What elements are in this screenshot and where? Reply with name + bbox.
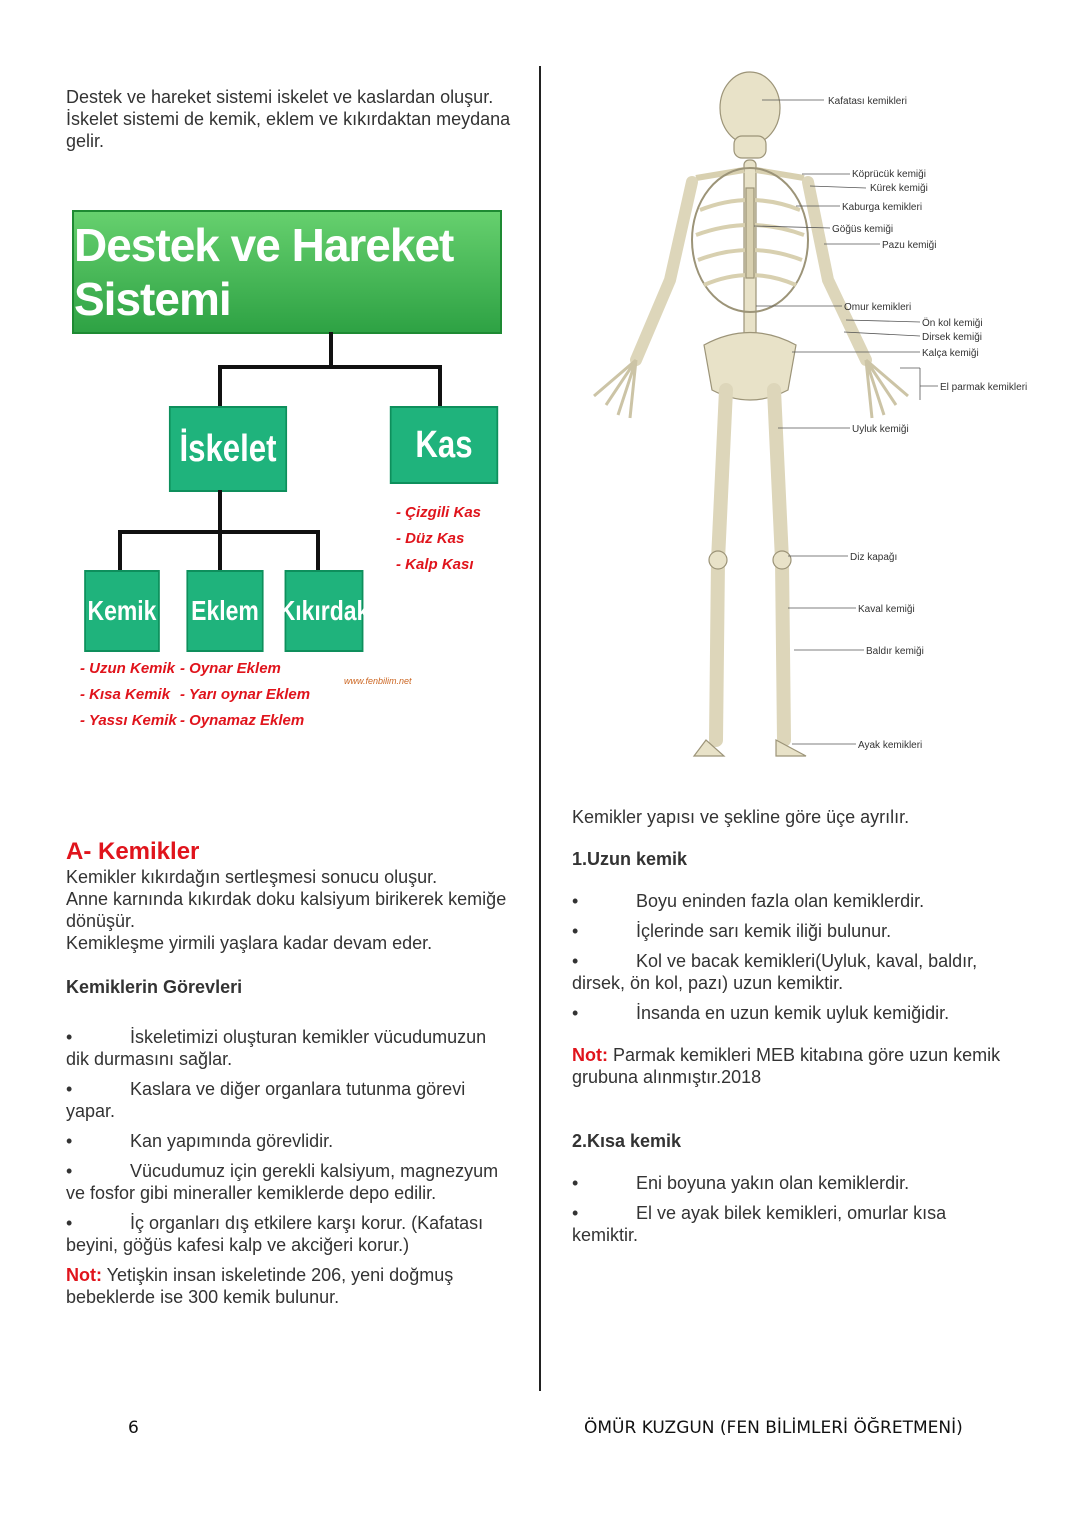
types-intro: Kemikler yapısı ve şekline göre üçe ayrılır. (572, 807, 910, 827)
duties-list (66, 1026, 514, 1256)
label-humerus: Pazu kemiği (882, 240, 937, 251)
short-bone-title: 2.Kısa kemik (572, 1131, 682, 1151)
skeleton-figure (566, 60, 1036, 770)
duty-item: • Kan yapımında görevlidir. (66, 1131, 334, 1151)
label-sternum: Göğüs kemiği (832, 224, 894, 235)
bone-types (80, 656, 177, 734)
long-bone-list (572, 890, 1012, 1024)
intro-text (66, 86, 516, 152)
label-forearm: Ön kol kemiği (922, 318, 983, 329)
long-bone-item: • Kol ve bacak kemikleri(Uyluk, kaval, baldır, dirsek, ön kol, pazı) uzun kemiktir. (572, 951, 978, 993)
diagram-title: Destek ve Hareket Sistemi (72, 210, 502, 334)
bone-type: - Kısa Kemik (80, 686, 171, 703)
cartilage-box: Kıkırdak (285, 570, 364, 652)
section-paragraph: Anne karnında kıkırdak doku kalsiyum birikerek kemiğe dönüşür. (66, 889, 507, 931)
section-bones (66, 838, 514, 1308)
section-title: A- Kemikler (66, 838, 200, 865)
muscle-type: - Çizgili Kas (396, 504, 482, 521)
author-footer: ÖMÜR KUZGUN (FEN BİLİMLERİ ÖĞRETMENİ) (584, 1418, 963, 1438)
short-bone-list (572, 1172, 1012, 1246)
bone-type: - Yassı Kemik (80, 712, 177, 729)
sternum-shape (746, 188, 754, 278)
label-ulna: Dirsek kemiği (922, 332, 983, 343)
right-hand-shape (866, 360, 908, 418)
page-number: 6 (128, 1418, 139, 1438)
left-hand-shape (594, 360, 636, 418)
label-femur: Uyluk kemiği (852, 424, 909, 435)
bone-type: - Uzun Kemik (80, 660, 176, 677)
long-bone-item: • İnsanda en uzun kemik uyluk kemiğidir. (572, 1003, 950, 1023)
duty-item: • Vücudumuz için gerekli kalsiyum, magnezyum ve fosfor gibi mineraller kemiklerde depo edilir. (66, 1161, 499, 1203)
muscle-box: Kas (390, 406, 498, 484)
note: Not: Yetişkin insan iskeletinde 206, yeni doğmuş bebeklerde ise 300 kemik bulunur. (66, 1265, 454, 1307)
long-bone-item: • Boyu eninden fazla olan kemiklerdir. (572, 891, 925, 911)
label-ribs: Kaburga kemikleri (842, 202, 923, 213)
muscle-types (396, 500, 481, 578)
long-bone-title: 1.Uzun kemik (572, 849, 688, 869)
skeleton-box: İskelet (169, 406, 287, 492)
joint-types (180, 656, 310, 734)
right-knee-shape (773, 551, 791, 569)
jaw-shape (734, 136, 766, 158)
left-arm-shape (636, 182, 692, 360)
connector (438, 365, 442, 407)
note: Not: Parmak kemikleri MEB kitabına göre uzun kemik grubuna alınmıştır.2018 (572, 1045, 1001, 1087)
label-fibula: Baldır kemiği (866, 646, 924, 657)
pointer-line (846, 320, 920, 322)
support-movement-diagram (66, 200, 506, 760)
intro-line-2: İskelet sistemi de kemik, eklem ve kıkırdaktan meydana gelir. (66, 109, 511, 151)
label-patella: Diz kapağı (850, 552, 898, 563)
long-bone-item: • İçlerinde sarı kemik iliği bulunur. (572, 921, 892, 941)
duty-item: • İç organları dış etkilere karşı korur. (Kafatası beyini, göğüs kafesi kalp ve akciğeri korur.) (66, 1213, 484, 1255)
connector (218, 530, 222, 572)
duty-item: • Kaslara ve diğer organlara tutunma görevi yapar. (66, 1079, 466, 1121)
left-knee-shape (709, 551, 727, 569)
connector (218, 490, 222, 532)
column-divider (539, 66, 541, 1391)
duty-item: • İskeletimizi oluşturan kemikler vücudumuzun dik durmasını sağlar. (66, 1027, 487, 1069)
joint-box: Eklem (186, 570, 263, 652)
muscle-type: - Kalp Kası (396, 556, 474, 573)
skull-shape (720, 72, 780, 144)
bone-types-section (572, 806, 1012, 1254)
intro-line-1: Destek ve hareket sistemi iskelet ve kaslardan oluşur. (66, 87, 494, 107)
pelvis-shape (704, 333, 796, 401)
muscle-type: - Düz Kas (396, 530, 465, 547)
bone-box: Kemik (84, 570, 159, 652)
label-scapula: Kürek kemiği (870, 183, 928, 194)
duties-title: Kemiklerin Görevleri (66, 977, 243, 997)
section-paragraph: Kemikleşme yirmili yaşlara kadar devam eder. (66, 933, 433, 953)
diagram-credit: www.fenbilim.net (344, 676, 412, 686)
label-hip: Kalça kemiği (922, 348, 979, 359)
connector (316, 530, 320, 572)
short-bone-item: • Eni boyuna yakın olan kemiklerdir. (572, 1173, 910, 1193)
label-foot: Ayak kemikleri (858, 740, 923, 751)
label-vertebrae: Omur kemikleri (844, 302, 912, 313)
connector (218, 365, 442, 369)
label-fingers: El parmak kemikleri (940, 382, 1028, 393)
joint-type: - Yarı oynar Eklem (180, 686, 311, 703)
connector (329, 332, 333, 368)
connector (118, 530, 122, 572)
label-clavicle: Köprücük kemiği (852, 169, 926, 180)
pointer-line (810, 186, 866, 188)
joint-type: - Oynar Eklem (180, 660, 281, 677)
connector (218, 365, 222, 407)
joint-type: - Oynamaz Eklem (180, 712, 305, 729)
short-bone-item: • El ve ayak bilek kemikleri, omurlar kısa kemiktir. (572, 1203, 947, 1245)
section-paragraph: Kemikler kıkırdağın sertleşmesi sonucu oluşur. (66, 867, 438, 887)
label-tibia: Kaval kemiği (858, 604, 915, 615)
label-skull: Kafatası kemikleri (828, 96, 907, 107)
